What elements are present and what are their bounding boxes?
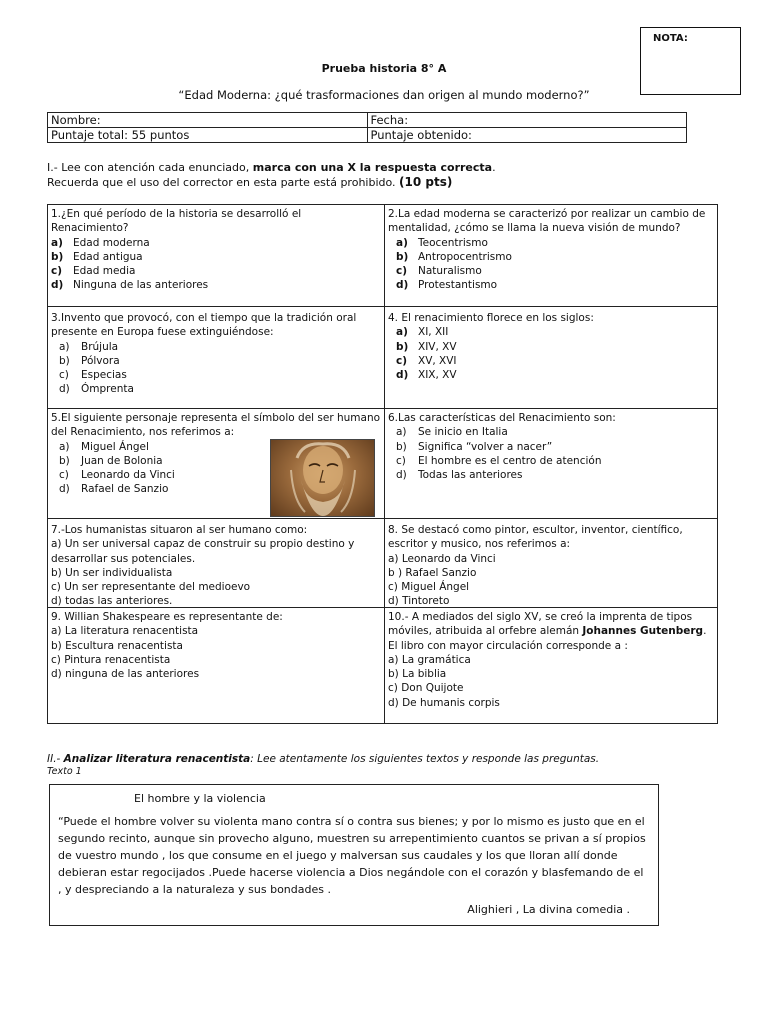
instr-period: . <box>492 161 496 174</box>
option-c[interactable]: c) Leonardo da Vinci <box>59 469 175 482</box>
page-title: Prueba historia 8° A <box>321 62 447 75</box>
question-10 <box>385 608 718 723</box>
student-info-table <box>47 112 687 143</box>
option-c[interactable]: c) Miguel Ángel <box>388 581 470 594</box>
option-a[interactable]: a) Se inicio en Italia <box>396 426 508 439</box>
option-c[interactable]: c) Don Quijote <box>388 682 464 695</box>
question-6 <box>385 409 718 518</box>
question-text: 9. Willian Shakespeare es representante de: <box>51 611 283 623</box>
option-d[interactable]: d) XIX, XV <box>396 369 457 382</box>
option-c[interactable]: c) Pintura renacentista <box>51 653 171 666</box>
question-5 <box>48 409 384 518</box>
option-c[interactable]: c) Un ser representante del medioevo <box>51 581 251 594</box>
option-a[interactable]: a) La gramática <box>388 653 471 666</box>
option-a[interactable]: a) Un ser universal capaz de construir su propio destino y desarrollar sus potenciales. <box>51 538 355 565</box>
option-b[interactable]: b) Pólvora <box>59 354 120 367</box>
section1-instructions <box>47 160 727 190</box>
option-d[interactable]: d) De humanis corpis <box>388 696 500 709</box>
text1-body: “Puede el hombre volver su violenta mano contra sí o contra sus bienes; y por lo mismo es justo que en el segundo recinto, aunque sin provecho alguno, muestren su arrepentimiento cuantos se privan a sí propios de vuestro mundo , los que consume en el juego y malversan sus caudales y los que lloran allí donde debieran estar regocijados .Puede hacerse violencia a Dios negándole con el corazón y blasfemando de el , y despreciando a la naturaleza y sus bondades . <box>58 815 646 896</box>
option-d[interactable]: d) Protestantismo <box>396 279 498 292</box>
option-a[interactable]: a) Leonardo da Vinci <box>388 552 496 565</box>
option-a[interactable]: a) Brújula <box>59 340 119 353</box>
instr-text: I.- Lee con atención cada enunciado, <box>47 161 253 174</box>
question-1 <box>48 205 384 306</box>
option-b[interactable]: b) XIV, XV <box>396 340 457 353</box>
instr-text-2: Recuerda que el uso del corrector en esta parte está prohibido. <box>47 176 400 189</box>
option-a[interactable]: a) La literatura renacentista <box>51 625 199 638</box>
question-text: 3.Invento que provocó, con el tiempo que la tradición oral presente en Europa fuese extinguiéndose: <box>51 312 357 339</box>
instr-bold: marca con una X la respuesta correcta <box>252 161 493 174</box>
text1-box <box>49 784 659 926</box>
option-b[interactable]: b) Juan de Bolonia <box>59 454 163 467</box>
texto-label: Texto 1 <box>47 766 82 777</box>
nota-label: NOTA: <box>653 33 688 44</box>
section2-instructions: II.- Analizar literatura renacentista: Lee atentamente los siguientes textos y responde las preguntas. Texto 1 <box>47 752 727 778</box>
option-b[interactable]: b) Escultura renacentista <box>51 639 183 652</box>
puntaje-obtenido-field[interactable]: Puntaje obtenido: <box>367 128 687 143</box>
nombre-field[interactable]: Nombre: <box>48 113 368 128</box>
portrait-sketch <box>271 440 374 516</box>
option-d[interactable]: d) Todas las anteriores <box>396 469 523 482</box>
row-divider <box>48 518 717 519</box>
option-d[interactable]: d) Ninguna de las anteriores <box>51 279 209 292</box>
option-d[interactable]: d) Tintoreto <box>388 595 450 608</box>
question-7 <box>48 521 384 608</box>
question-text: 2.La edad moderna se caracterizó por realizar un cambio de mentalidad, ¿cómo se llama la nueva visión de mundo? <box>388 208 706 235</box>
option-a[interactable]: a) Miguel Ángel <box>59 440 149 453</box>
option-b[interactable]: b) La biblia <box>388 668 447 681</box>
option-b[interactable]: b ) Rafael Sanzio <box>388 566 477 579</box>
questions-grid <box>47 204 718 724</box>
text1-title: El hombre y la violencia <box>134 792 266 805</box>
question-text: 10.- A mediados del siglo XV, se creó la imprenta de tipos móviles, atribuida al orfebre alemán Johannes Gutenberg. El libro con mayor circulación corresponde a : <box>388 611 707 652</box>
question-8 <box>385 521 718 608</box>
option-a[interactable]: a) XI, XII <box>396 326 449 339</box>
question-text: 4. El renacimiento florece en los siglos: <box>388 312 594 324</box>
option-b[interactable]: b) Edad antigua <box>51 250 143 263</box>
puntaje-total: Puntaje total: 55 puntos <box>48 128 368 143</box>
option-b[interactable]: b) Antropocentrismo <box>396 250 512 263</box>
question-3 <box>48 309 384 408</box>
option-c[interactable]: c) Edad media <box>51 265 136 278</box>
option-c[interactable]: c) XV, XVI <box>396 354 457 367</box>
question-text: 1.¿En qué período de la historia se desarrolló el Renacimiento? <box>51 208 302 235</box>
option-d[interactable]: d) Ómprenta <box>59 383 134 396</box>
row-divider <box>48 306 717 307</box>
section2-bold: Analizar literatura renacentista <box>63 753 251 765</box>
fecha-field[interactable]: Fecha: <box>367 113 687 128</box>
gutenberg-name: Johannes Gutenberg <box>582 625 704 638</box>
option-d[interactable]: d) ninguna de las anteriores <box>51 668 200 681</box>
option-c[interactable]: c) Naturalismo <box>396 265 482 278</box>
option-a[interactable]: a) Teocentrismo <box>396 236 488 249</box>
instr-points: (10 pts) <box>399 175 453 189</box>
option-c[interactable]: c) El hombre es el centro de atención <box>396 454 602 467</box>
question-text: 7.-Los humanistas situaron al ser humano como: <box>51 524 308 536</box>
option-b[interactable]: b) Significa “volver a nacer” <box>396 440 553 453</box>
question-text: 8. Se destacó como pintor, escultor, inventor, científico, escritor y musico, nos referimos a: <box>388 524 683 551</box>
question-2 <box>385 205 718 306</box>
page-subtitle: “Edad Moderna: ¿qué trasformaciones dan origen al mundo moderno?” <box>178 88 590 102</box>
nota-box <box>640 27 741 95</box>
question-text: 5.El siguiente personaje representa el símbolo del ser humano del Renacimiento, nos referimos a: <box>51 412 381 439</box>
leonardo-portrait-image <box>270 439 375 517</box>
option-a[interactable]: a) Edad moderna <box>51 236 150 249</box>
option-d[interactable]: d) Rafael de Sanzio <box>59 483 169 496</box>
question-4 <box>385 309 718 408</box>
option-d[interactable]: d) todas las anteriores. <box>51 595 173 608</box>
question-9 <box>48 608 384 723</box>
question-text: 6.Las características del Renacimiento son: <box>388 412 616 424</box>
option-c[interactable]: c) Especias <box>59 369 127 382</box>
option-b[interactable]: b) Un ser individualista <box>51 566 173 579</box>
text1-author: Alighieri , La divina comedia . <box>467 903 630 916</box>
